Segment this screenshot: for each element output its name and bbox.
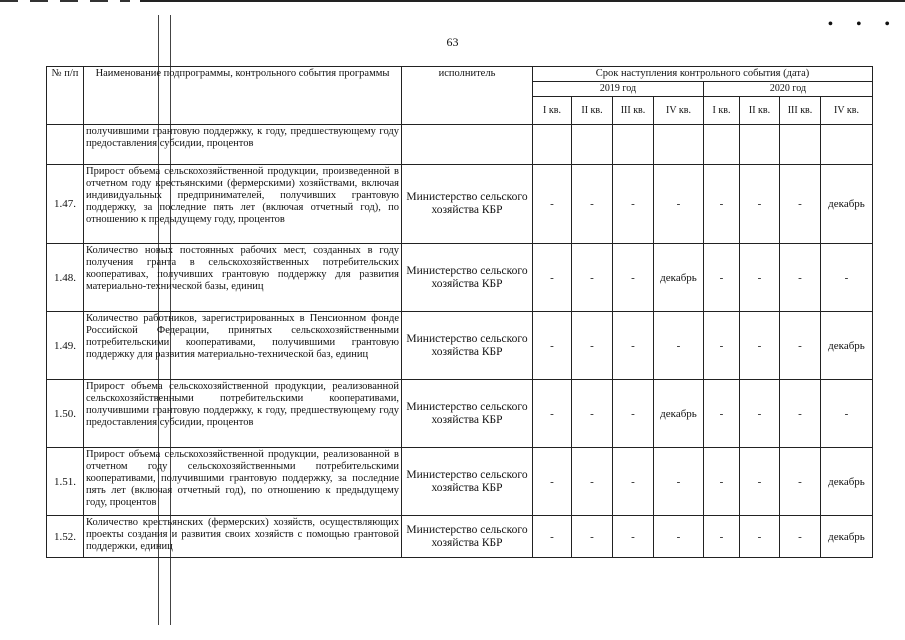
quarter-cell: - [740, 448, 780, 516]
quarter-cell: - [572, 516, 613, 558]
table-row [47, 244, 873, 312]
header-year-2020: 2020 год [704, 82, 873, 97]
event-name: Количество крестьянских (фермерских) хозяйств, осуществляющих проекты создания и развития своих хозяйств с помощью грантовой поддержки, единиц [84, 516, 402, 558]
quarter-cell: - [780, 380, 821, 448]
quarter-cell: - [780, 448, 821, 516]
table-row [47, 448, 873, 516]
quarter-cell: - [572, 380, 613, 448]
header-year-2019: 2019 год [533, 82, 704, 97]
quarter-cell: - [780, 165, 821, 244]
quarter-cell: - [654, 516, 704, 558]
row-number [47, 125, 84, 165]
quarter-cell: - [533, 244, 572, 312]
scan-dots: • • • [828, 17, 900, 32]
quarter-cell: - [572, 165, 613, 244]
header-q2: II кв. [572, 97, 613, 125]
quarter-cell: - [654, 165, 704, 244]
header-executor: исполнитель [402, 67, 533, 125]
top-scan-line [140, 0, 905, 2]
quarter-cell [780, 125, 821, 165]
quarter-cell [572, 125, 613, 165]
event-name: Количество работников, зарегистрированных в Пенсионном фонде Российской Федерации, принятых сельскохозяйственными потребительскими кооперативами, получившими грантовую поддержку для развития материально-технической баз, единиц [84, 312, 402, 380]
table-row [47, 380, 873, 448]
quarter-cell [740, 125, 780, 165]
quarter-cell: - [533, 380, 572, 448]
quarter-cell: - [740, 380, 780, 448]
quarter-cell: - [780, 312, 821, 380]
quarter-cell: - [533, 516, 572, 558]
header-q3: III кв. [780, 97, 821, 125]
header-q1: I кв. [533, 97, 572, 125]
row-number: 1.47. [47, 165, 84, 244]
header-q4: IV кв. [821, 97, 873, 125]
table-row [47, 312, 873, 380]
quarter-cell: декабрь [821, 312, 873, 380]
quarter-cell: - [704, 448, 740, 516]
executor: Министерство сельского хозяйства КБР [402, 244, 533, 312]
quarter-cell: - [740, 312, 780, 380]
quarter-cell: - [613, 312, 654, 380]
control-events-table [46, 66, 873, 558]
header-no: № п/п [47, 67, 84, 125]
row-number: 1.50. [47, 380, 84, 448]
row-number: 1.49. [47, 312, 84, 380]
table-row [47, 125, 873, 165]
quarter-cell: декабрь [821, 516, 873, 558]
top-scan-dashes [0, 0, 130, 2]
quarter-cell: - [780, 516, 821, 558]
quarter-cell [821, 125, 873, 165]
quarter-cell: - [780, 244, 821, 312]
executor: Министерство сельского хозяйства КБР [402, 380, 533, 448]
quarter-cell: - [704, 312, 740, 380]
event-name: Прирост объема сельскохозяйственной продукции, реализованной в отчетном году сельскохозяйственными потребительскими кооперативами, получившими грантовую поддержку, за последние пять лет (включая отчетный год), по отношению к предыдущему году, процентов [84, 448, 402, 516]
executor: Министерство сельского хозяйства КБР [402, 165, 533, 244]
quarter-cell: декабрь [821, 448, 873, 516]
page-number: 63 [446, 35, 459, 49]
quarter-cell: - [821, 380, 873, 448]
quarter-cell: - [821, 244, 873, 312]
executor [402, 125, 533, 165]
quarter-cell: - [740, 516, 780, 558]
quarter-cell: - [572, 448, 613, 516]
quarter-cell: - [533, 312, 572, 380]
executor: Министерство сельского хозяйства КБР [402, 448, 533, 516]
header-deadline: Срок наступления контрольного события (дата) [533, 67, 873, 82]
event-name: Прирост объема сельскохозяйственной продукции, произведенной в отчетном году крестьянскими (фермерскими) хозяйствами, включая индивидуальных предпринимателей, получивших грантовую поддержку, за последние пять лет (включая отчетный год), по отношению к предыдущему году, процентов [84, 165, 402, 244]
quarter-cell: декабрь [654, 380, 704, 448]
quarter-cell: - [533, 448, 572, 516]
header-name: Наименование подпрограммы, контрольного события программы [84, 67, 402, 125]
quarter-cell: декабрь [821, 165, 873, 244]
header-q2: II кв. [740, 97, 780, 125]
quarter-cell: - [704, 380, 740, 448]
quarter-cell: - [613, 244, 654, 312]
header-q4: IV кв. [654, 97, 704, 125]
quarter-cell: - [654, 312, 704, 380]
row-number: 1.48. [47, 244, 84, 312]
quarter-cell [704, 125, 740, 165]
event-name: получившими грантовую поддержку, к году, предшествующему году предоставления субсидии, процентов [84, 125, 402, 165]
quarter-cell: - [613, 516, 654, 558]
quarter-cell: - [704, 165, 740, 244]
quarter-cell: - [740, 165, 780, 244]
quarter-cell: - [613, 448, 654, 516]
quarter-cell: - [572, 312, 613, 380]
quarter-cell: - [704, 516, 740, 558]
quarter-cell: - [572, 244, 613, 312]
header-q3: III кв. [613, 97, 654, 125]
row-number: 1.52. [47, 516, 84, 558]
quarter-cell [654, 125, 704, 165]
table-row [47, 516, 873, 558]
quarter-cell: - [704, 244, 740, 312]
quarter-cell: - [613, 165, 654, 244]
table-row [47, 165, 873, 244]
row-number: 1.51. [47, 448, 84, 516]
quarter-cell: - [533, 165, 572, 244]
quarter-cell [533, 125, 572, 165]
quarter-cell: декабрь [654, 244, 704, 312]
quarter-cell [613, 125, 654, 165]
event-name: Количество новых постоянных рабочих мест, созданных в году получения гранта в сельскохозяйственных потребительских кооперативах, получивших грантовую поддержку для развития материально-технической базы, единиц [84, 244, 402, 312]
executor: Министерство сельского хозяйства КБР [402, 516, 533, 558]
quarter-cell: - [654, 448, 704, 516]
event-name: Прирост объема сельскохозяйственной продукции, реализованной сельскохозяйственными потребительскими кооперативами, получившими грантовую поддержку, к году, предшествующему году предоставления субсидии, процентов [84, 380, 402, 448]
header-q1: I кв. [704, 97, 740, 125]
quarter-cell: - [740, 244, 780, 312]
quarter-cell: - [613, 380, 654, 448]
executor: Министерство сельского хозяйства КБР [402, 312, 533, 380]
